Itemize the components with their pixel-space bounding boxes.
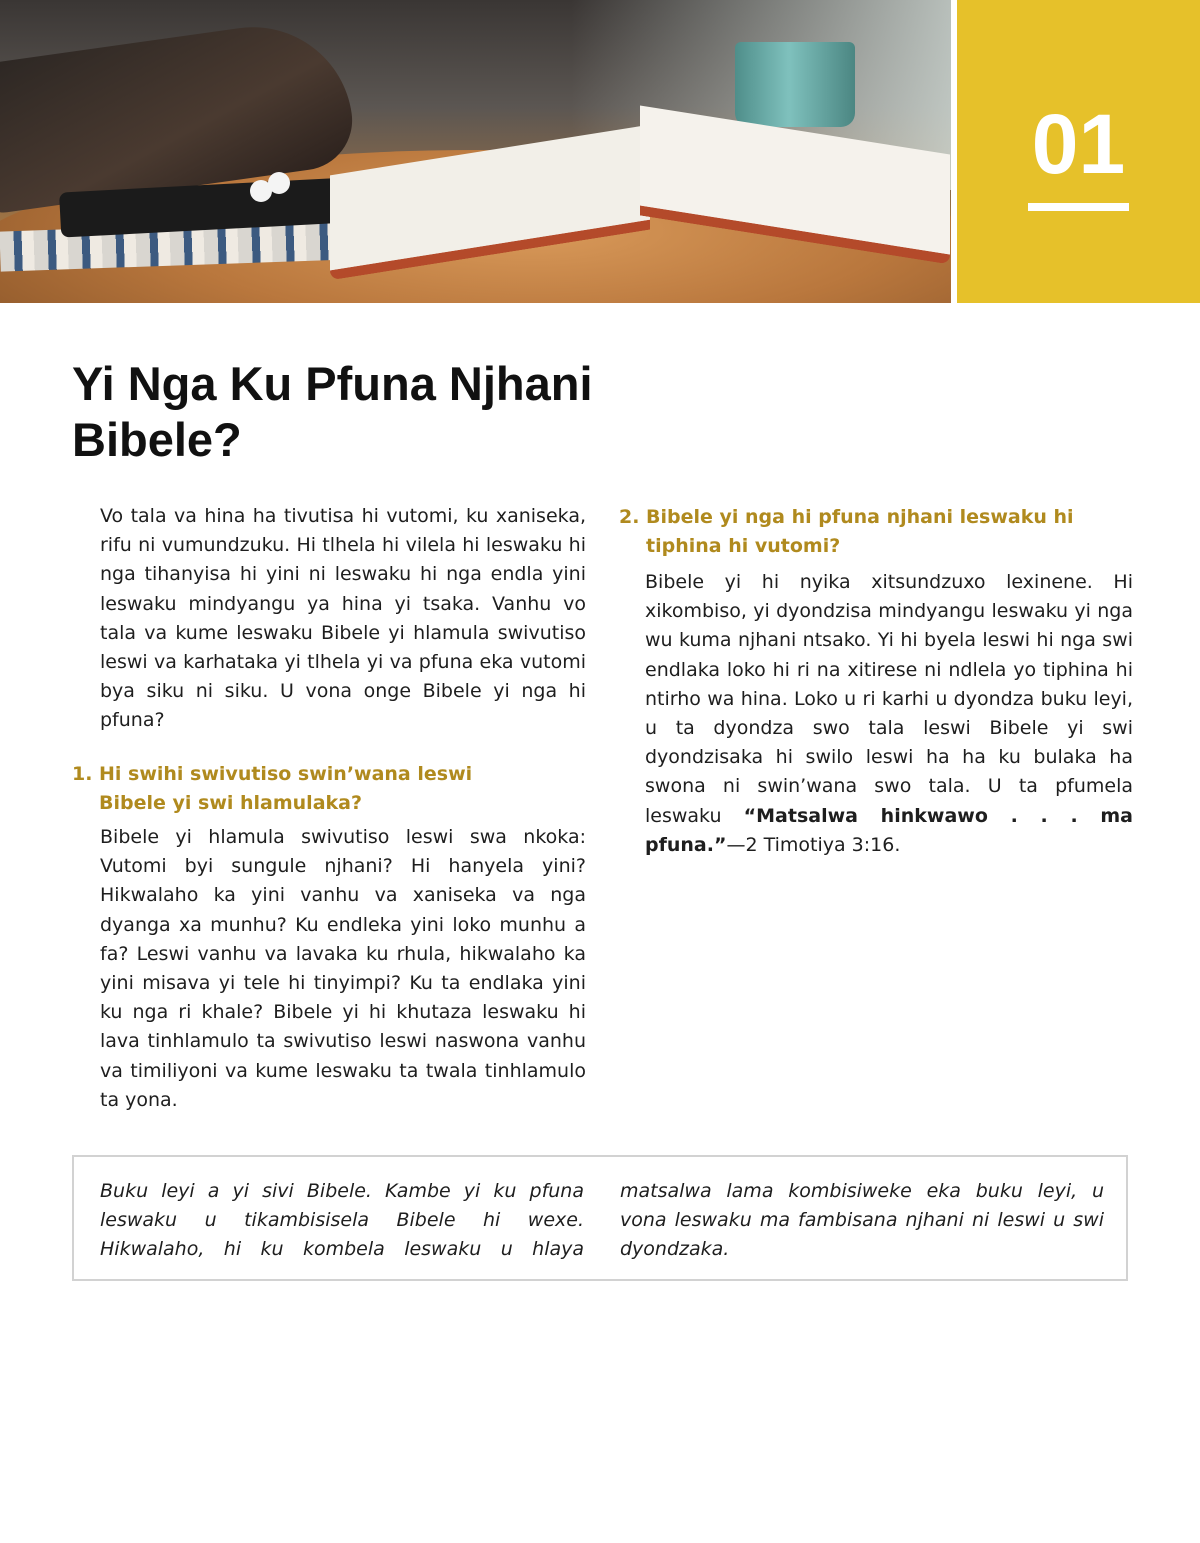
open-bible: [330, 120, 950, 240]
question-heading-2: [619, 503, 1079, 561]
question-number: 1.: [72, 763, 93, 785]
answer-text: Bibele yi hlamula swivutiso leswi swa nkoka: Vutomi byi sungule njhani? Hi hanyela yini? Hikwalaho ka yini vanhu va xaniseka va nga dyanga xa munhu? Ku endleka yini loko munhu a fa? Leswi vanhu va lavaka ku rhula, hikwalaho ka yini misava yi tele hi tinyimpi? Ku ta endlaka yini ku nga ri khale? Bibele yi hi khutaza leswaku hi lava tinhlamulo ta swivutiso leswi naswona vanhu va timiliyoni va kume leswaku ta twala tinhlamulo ta yona.: [100, 826, 586, 1111]
earbud-icon: [268, 172, 290, 194]
question-heading-1: [72, 760, 532, 818]
answer-paragraph-1: [100, 823, 586, 1115]
chapter-number: 01: [1031, 97, 1126, 191]
scripture-quote: “Matsalwa hinkwawo . . . ma pfuna.”: [645, 804, 1133, 856]
answer-paragraph-2: [645, 568, 1133, 860]
question-text: Hi swihi swivutiso swin’wana leswi Bibele yi swi hlamulaka?: [99, 763, 473, 814]
answer-text: Bibele yi hi nyika xitsundzuxo lexinene. Hi xikombiso, yi dyondzisa mindyangu leswaku yi nga wu kuma njhani ntsako. Yi hi byela leswi hi nga swi endlaka loko hi ri na xitirese ni ndlela yo tiphina hi ntirho wa hina. Loko u ri karhi u dyondza buku leyi, u ta dyondza swo tala leswi Bibele yi swi dyondzisaka hi swilo leswi ha ha ku bulaka ha swona ni swin’wana swo tala. U ta pfumela leswaku: [645, 571, 1133, 827]
chapter-number-block: [957, 0, 1200, 303]
header-photo: [0, 0, 951, 303]
answer-text-block: [645, 568, 1133, 860]
question-text: Bibele yi nga hi pfuna njhani leswaku hi tiphina hi vutomi?: [646, 506, 1074, 557]
intro-text: Vo tala va hina ha tivutisa hi vutomi, ku xaniseka, rifu ni vumundzuku. Hi tlhela hi vilela hi leswaku hi nga tihanyisa hi yini ni leswaku hi nga endla yini leswaku mindyangu ya hina yi tsaka. Vanhu vo tala va kume leswaku Bibele yi hlamula swivutiso leswi va karhataka yi tlhela yi va pfuna eka vutomi bya siku ni siku. U vona onge Bibele yi nga hi pfuna?: [100, 505, 586, 732]
page-title: Yi Nga Ku Pfuna Njhani Bibele?: [72, 357, 593, 466]
note-text: Buku leyi a yi sivi Bibele. Kambe yi ku pfuna leswaku u tikambisisela Bibele hi wexe. Hikwalaho, hi ku kombela leswaku u hlaya matsalwa lama kombisiweke eka buku leyi, u vona leswaku ma fambisana njhani ni leswi u swi dyondzaka.: [100, 1180, 1104, 1260]
scripture-citation: —2 Timotiya 3:16.: [726, 833, 901, 856]
note-box: [72, 1155, 1128, 1281]
intro-paragraph: [100, 502, 586, 736]
coffee-mug: [735, 42, 855, 127]
chapter-underline: [1028, 203, 1129, 211]
question-number: 2.: [619, 506, 640, 528]
